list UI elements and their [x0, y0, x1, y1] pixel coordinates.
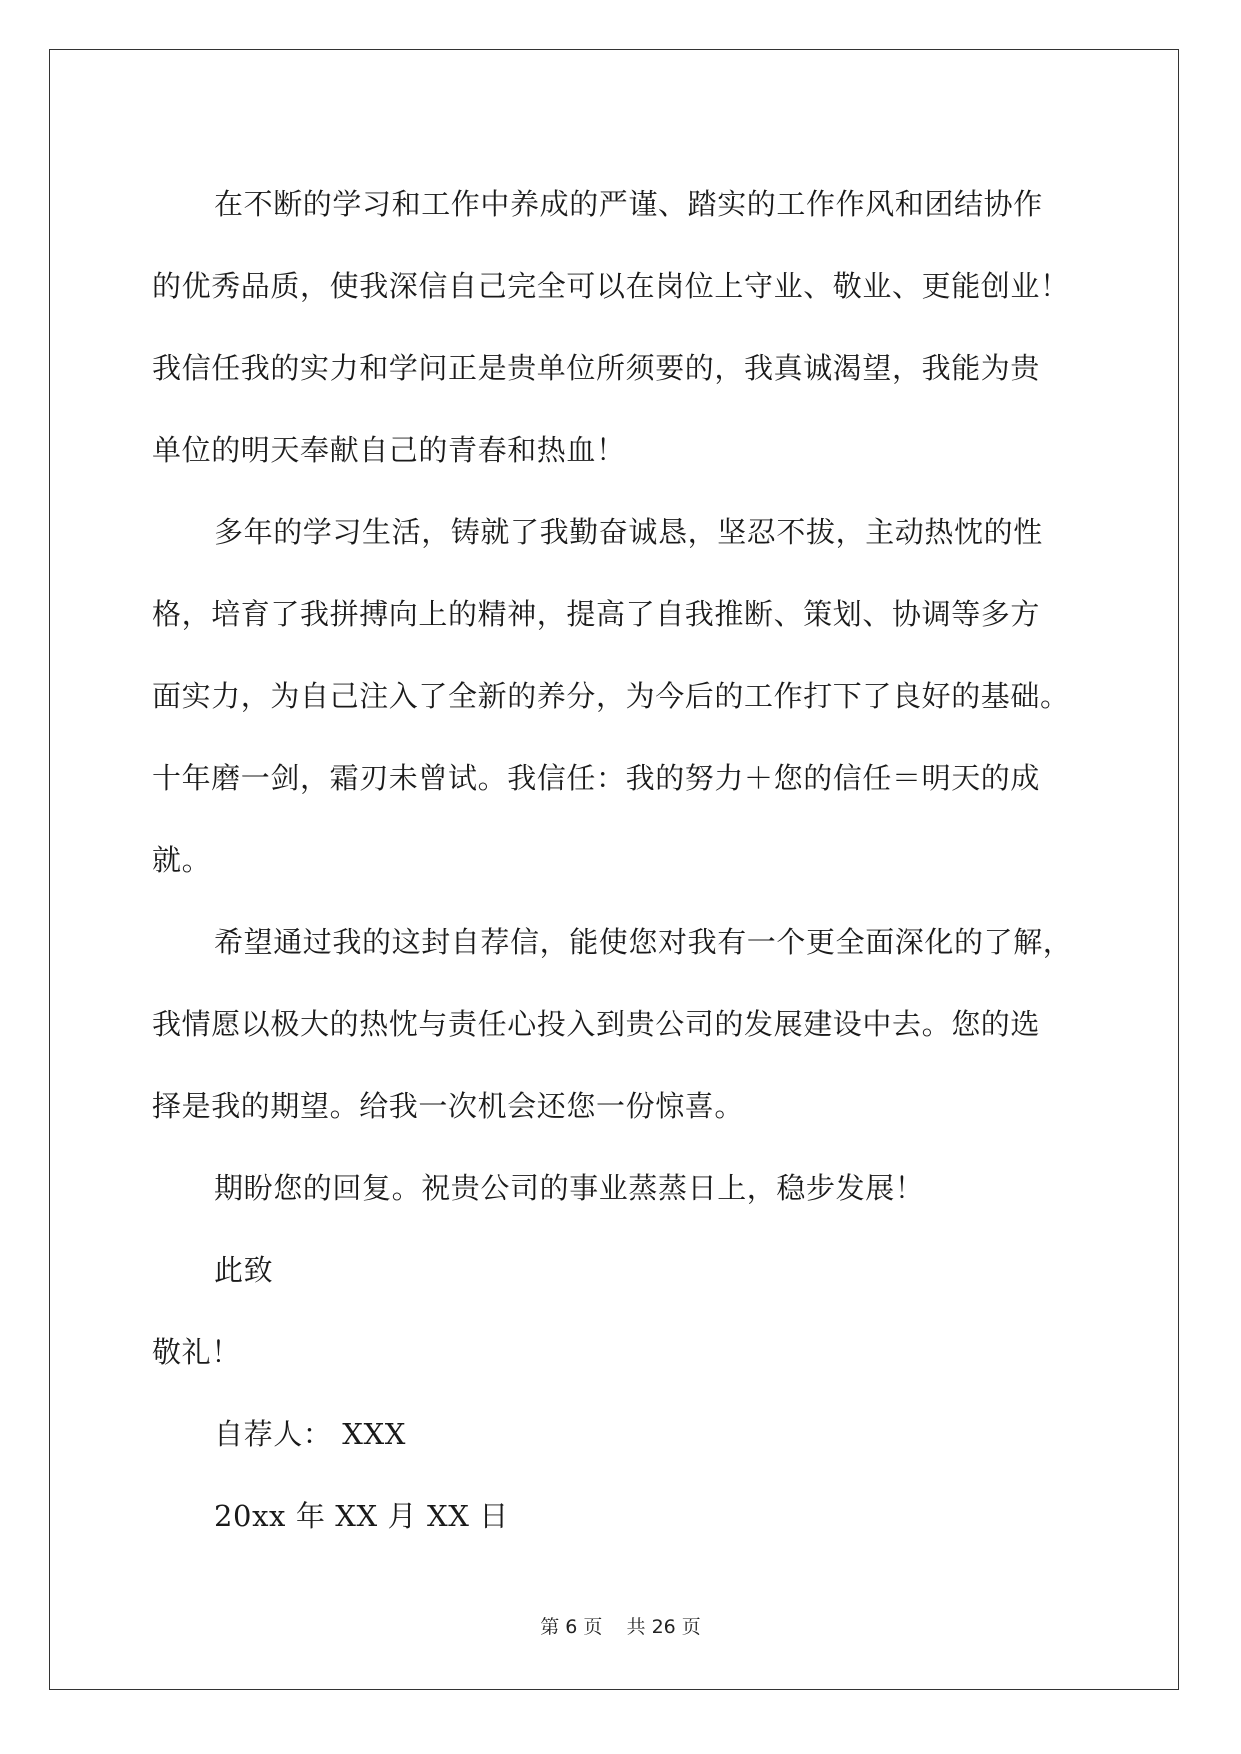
letter-line: 在不断的学习和工作中养成的严谨、踏实的工作作风和团结协作 — [214, 187, 1043, 221]
letter-line: 就。 — [152, 843, 212, 877]
letter-line: 面实力，为自己注入了全新的养分，为今后的工作打下了良好的基础。 — [152, 679, 1070, 713]
letter-line: 我情愿以极大的热忱与责任心投入到贵公司的发展建设中去。您的选 — [152, 1007, 1041, 1041]
signature-line: 自荐人： XXX — [214, 1417, 406, 1451]
page-footer — [0, 1612, 1241, 1639]
letter-line: 多年的学习生活，铸就了我勤奋诚恳，坚忍不拔，主动热忱的性 — [214, 515, 1043, 549]
closing-salutation: 此致 — [214, 1253, 274, 1287]
letter-line: 希望通过我的这封自荐信，能使您对我有一个更全面深化的了解， — [214, 925, 1073, 959]
page-total: 共 26 页 — [626, 1616, 701, 1638]
date-line: 20xx 年 XX 月 XX 日 — [214, 1499, 509, 1533]
letter-line: 的优秀品质，使我深信自己完全可以在岗位上守业、敬业、更能创业！ — [152, 269, 1070, 303]
letter-line: 我信任我的实力和学问正是贵单位所须要的，我真诚渴望，我能为贵 — [152, 351, 1041, 385]
letter-line: 单位的明天奉献自己的青春和热血！ — [152, 433, 626, 467]
letter-line: 十年磨一剑，霜刃未曾试。我信任：我的努力＋您的信任＝明天的成 — [152, 761, 1041, 795]
letter-line: 期盼您的回复。祝贵公司的事业蒸蒸日上，稳步发展！ — [214, 1171, 925, 1205]
letter-line: 格，培育了我拼搏向上的精神，提高了自我推断、策划、协调等多方 — [152, 597, 1041, 631]
letter-line: 择是我的期望。给我一次机会还您一份惊喜。 — [152, 1089, 745, 1123]
closing-regards: 敬礼！ — [152, 1335, 241, 1369]
page-number: 第 6 页 — [540, 1616, 603, 1638]
letter-body — [152, 163, 1082, 1557]
